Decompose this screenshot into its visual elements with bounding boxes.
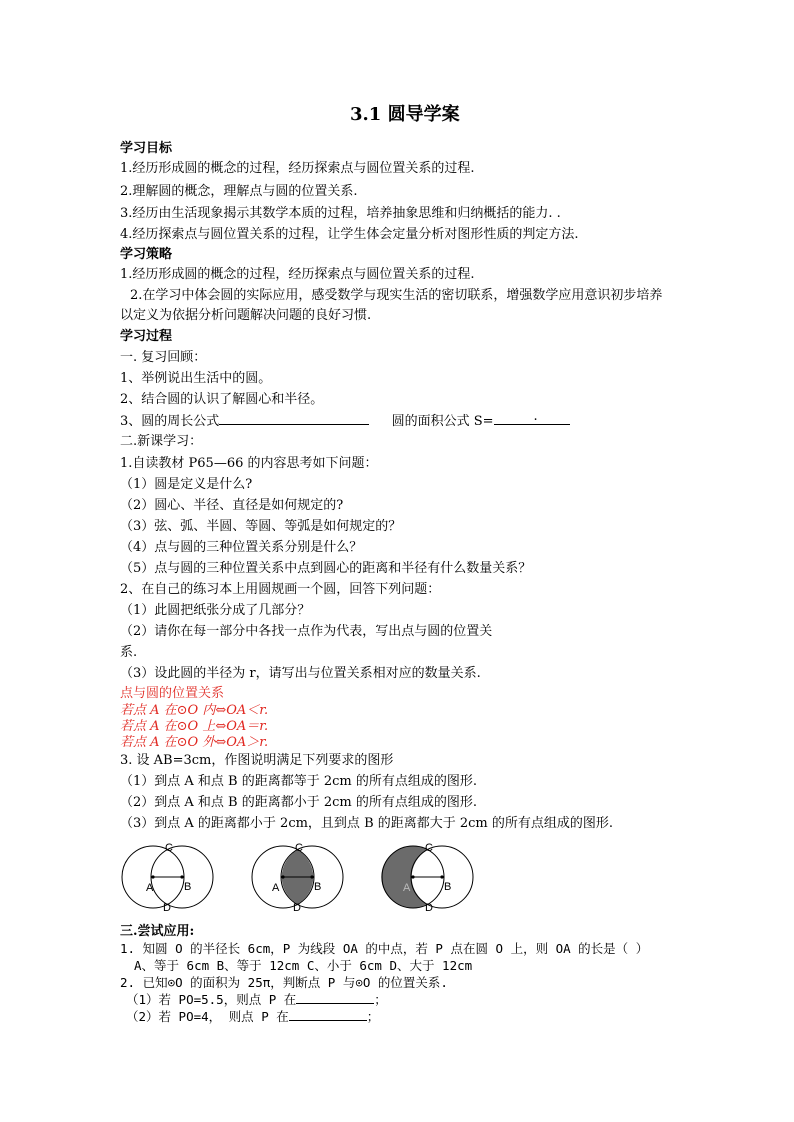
reading-question: （5）点与圆的三种位置关系中点到圆心的距离和半径有什么数量关系？ — [120, 561, 532, 576]
figure-intersecting-circles — [120, 838, 220, 918]
draw-question-continued: 系. — [120, 645, 138, 660]
new-lesson-heading: 二.新课学习： — [120, 434, 203, 449]
area-blank-dot: . — [533, 409, 538, 424]
review-heading: 一. 复习回顾： — [120, 350, 207, 365]
label-a: A — [403, 882, 411, 894]
reading-question: （2）圆心、半径、直径是如何规定的? — [120, 498, 344, 513]
goal-item: 4.经历探索点与圆位置关系的过程，让学生体会定量分析对图形性质的判定方法. — [120, 227, 579, 242]
figure-lens-shaded — [250, 838, 350, 918]
strategy-item: 1.经历形成圆的概念的过程，经历探索点与圆位置关系的过程. — [120, 267, 475, 282]
answer-blank — [296, 991, 374, 1004]
apply-subquestion — [126, 991, 387, 1009]
label-c: C — [425, 842, 433, 854]
label-c: C — [295, 842, 303, 854]
strategy-item: 2.在学习中体会圆的实际应用，感受数学与现实生活的密切联系，增强数学应用意识初步培养 — [130, 288, 663, 303]
apply-question: 1. 知圆 O 的半径长 6cm，P 为线段 OA 的中点，若 P 点在圆 O 上，则 OA 的长是（ ） — [120, 941, 649, 956]
apply-subquestion-end: ； — [374, 992, 387, 1007]
goal-item: 2.理解圆的概念，理解点与圆的位置关系. — [120, 184, 358, 199]
page-title: 3.1 圆导学案 — [350, 104, 460, 125]
draw-question: （1）此圆把纸张分成了几部分？ — [120, 603, 311, 618]
apply-subquestion — [126, 1008, 379, 1026]
goal-item: 1.经历形成圆的概念的过程，经历探索点与圆位置关系的过程. — [120, 161, 475, 176]
reading-question: （1）圆是定义是什么? — [120, 477, 253, 492]
ab-intro: 3. 设 AB=3cm，作图说明满足下列要求的图形 — [120, 753, 394, 768]
review-question-formula — [120, 409, 570, 431]
label-d: D — [425, 902, 433, 914]
review-question: 1、举例说出生活中的圆。 — [120, 371, 272, 386]
relation-inside: 若点 A 在⊙O 内⇔OA＜r. — [120, 703, 269, 718]
strategy-item-continued: 以定义为依据分析问题解决问题的良好习惯. — [120, 308, 372, 323]
goals-heading: 学习目标 — [120, 141, 173, 156]
strategy-heading: 学习策略 — [120, 247, 173, 262]
apply-question: 2. 已知⊙O 的面积为 25π，判断点 P 与⊙O 的位置关系. — [120, 975, 448, 990]
label-b: B — [314, 881, 322, 893]
perimeter-label: 3、圆的周长公式 — [120, 414, 220, 429]
apply-heading: 三.尝试应用: — [120, 924, 195, 939]
draw-task: 2、在自己的练习本上用圆规画一个圆，回答下列问题： — [120, 582, 441, 597]
label-d: D — [293, 902, 301, 914]
process-heading: 学习过程 — [120, 329, 173, 344]
draw-question: （2）请你在每一部分中各找一点作为代表，写出点与圆的位置关 — [120, 624, 493, 639]
label-a: A — [146, 882, 154, 894]
relation-heading: 点与圆的位置关系 — [120, 686, 225, 701]
reading-question: （4）点与圆的三种位置关系分别是什么？ — [120, 540, 363, 555]
perimeter-blank — [219, 412, 369, 425]
reading-question: （3）弦、弧、半圆、等圆、等弧是如何规定的？ — [120, 519, 402, 534]
area-label: 圆的面积公式 S= — [391, 414, 494, 429]
figure-crescent-shaded — [380, 838, 480, 918]
apply-subquestion-label: （1）若 PO=5.5，则点 P 在 — [126, 992, 297, 1007]
relation-outside: 若点 A 在⊙O 外⇔OA＞r. — [120, 735, 269, 750]
label-b: B — [444, 881, 452, 893]
ab-item: （3）到点 A 的距离都小于 2cm，且到点 B 的距离都大于 2cm 的所有点组成的图形. — [120, 816, 614, 831]
label-d: D — [163, 902, 171, 914]
goal-item: 3.经历由生活现象揭示其数学本质的过程，培养抽象思维和归纳概括的能力. . — [120, 206, 561, 221]
label-a: A — [272, 882, 280, 894]
area-blank — [494, 409, 570, 425]
relation-on: 若点 A 在⊙O 上⇔OA＝r. — [120, 719, 269, 734]
draw-question: （3）设此圆的半径为 r，请写出与位置关系相对应的数量关系. — [120, 666, 481, 681]
label-c: C — [165, 842, 173, 854]
label-b: B — [184, 881, 192, 893]
apply-subquestion-label: （2）若 PO=4， 则点 P 在 — [126, 1009, 289, 1024]
review-question: 2、结合圆的认识了解圆心和半径。 — [120, 392, 324, 407]
ab-item: （2）到点 A 和点 B 的距离都小于 2cm 的所有点组成的图形. — [120, 795, 478, 810]
apply-subquestion-end: ； — [366, 1009, 380, 1024]
apply-options: A、等于 6cm B、等于 12cm C、小于 6cm D、大于 12cm — [134, 958, 473, 973]
ab-item: （1）到点 A 和点 B 的距离都等于 2cm 的所有点组成的图形. — [120, 774, 478, 789]
reading-task: 1.自读教材 P65—66 的内容思考如下问题： — [120, 456, 378, 471]
answer-blank — [289, 1008, 367, 1021]
